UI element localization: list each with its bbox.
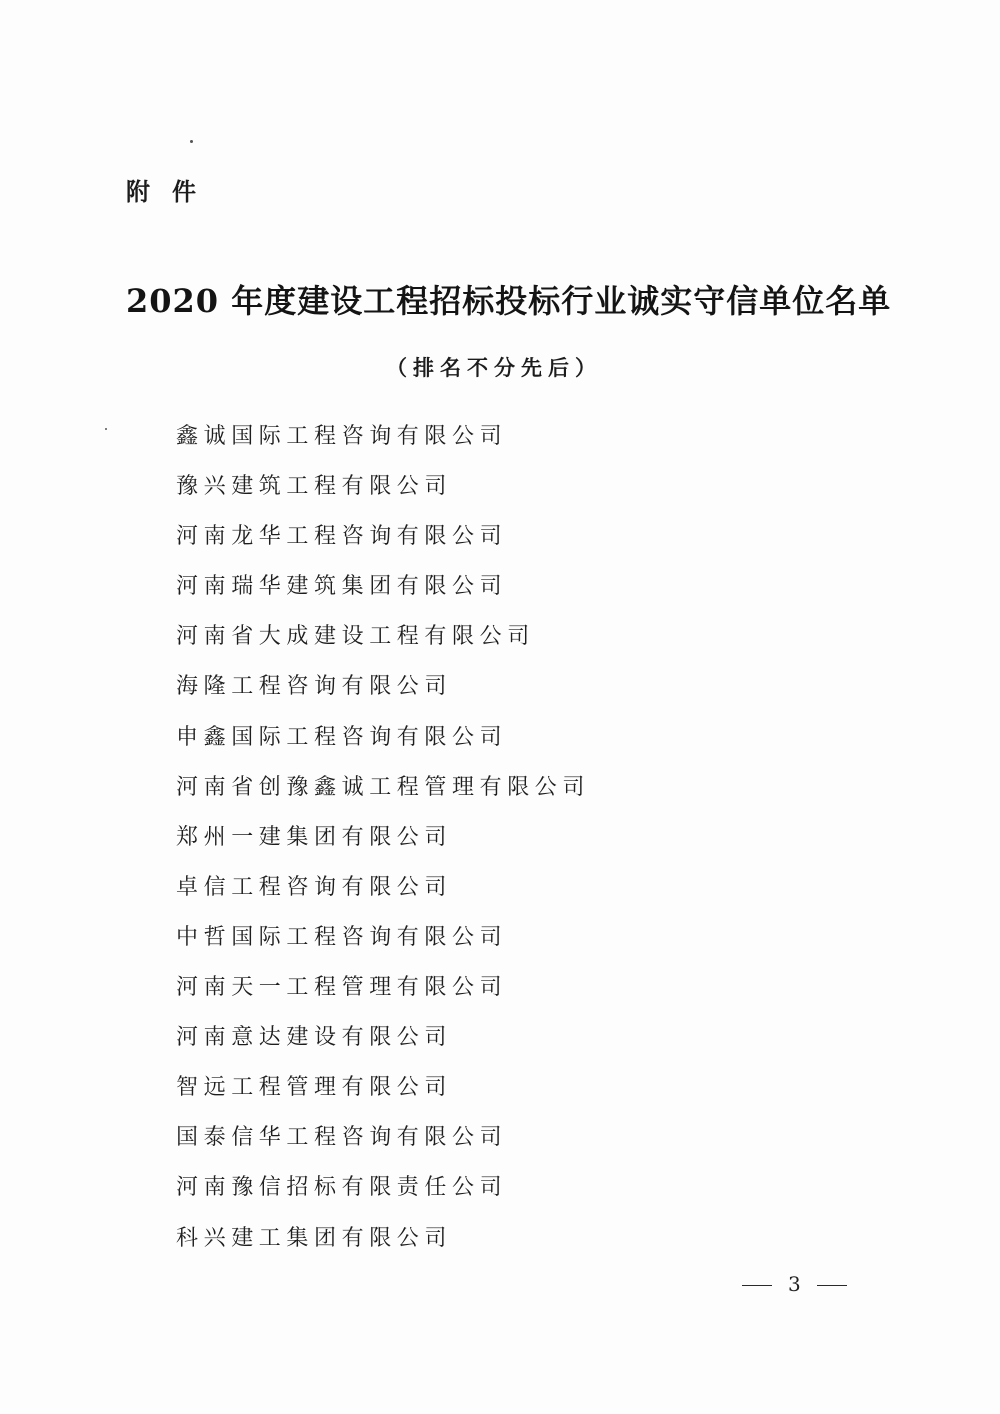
company-item: 河南瑞华建筑集团有限公司 — [176, 574, 508, 600]
company-item: 海隆工程咨询有限公司 — [176, 674, 453, 700]
company-item: 河南龙华工程咨询有限公司 — [176, 524, 508, 550]
page-number — [742, 1272, 847, 1296]
scan-speck — [190, 140, 193, 143]
page-number-dash-left — [742, 1285, 772, 1286]
company-item: 国泰信华工程咨询有限公司 — [176, 1125, 508, 1151]
company-item: 中哲国际工程咨询有限公司 — [176, 924, 508, 950]
company-item: 河南意达建设有限公司 — [176, 1025, 453, 1051]
company-list — [176, 418, 590, 1270]
company-item: 科兴建工集团有限公司 — [176, 1225, 453, 1251]
company-item: 卓信工程咨询有限公司 — [176, 874, 453, 900]
company-item: 河南省创豫鑫诚工程管理有限公司 — [176, 774, 591, 800]
company-item: 郑州一建集团有限公司 — [176, 824, 453, 850]
page-number-dash-right — [817, 1285, 847, 1286]
company-item: 申鑫国际工程咨询有限公司 — [176, 724, 508, 750]
scan-speck — [105, 428, 107, 430]
company-item: 豫兴建筑工程有限公司 — [176, 474, 453, 500]
company-item: 智远工程管理有限公司 — [176, 1075, 453, 1101]
company-item: 鑫诚国际工程咨询有限公司 — [176, 424, 508, 449]
attachment-label: 附件 — [126, 178, 218, 206]
document-title: 2020 年度建设工程招标投标行业诚实守信单位名单 — [126, 282, 892, 320]
page-number-value: 3 — [788, 1272, 801, 1296]
company-item: 河南豫信招标有限责任公司 — [176, 1175, 508, 1201]
company-item: 河南省大成建设工程有限公司 — [176, 624, 535, 650]
company-item: 河南天一工程管理有限公司 — [176, 975, 508, 1001]
document-subtitle: （排名不分先后） — [386, 356, 602, 380]
